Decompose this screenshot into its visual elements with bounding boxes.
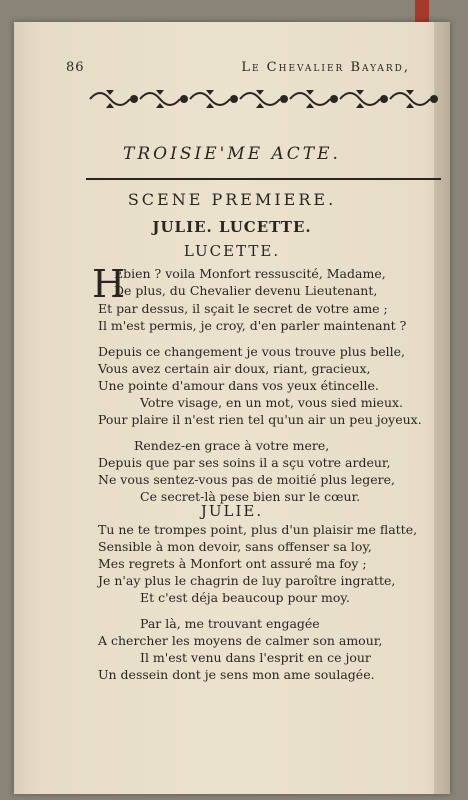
page-edge (434, 22, 450, 794)
speaker-julie: JULIE. (200, 502, 264, 520)
verse-line: Rendez-en grace à votre mere, (134, 438, 330, 453)
verse-line: Et par dessus, il sçait le secret de votre ame ; (98, 301, 388, 316)
verse-line: Je n'ay plus le chagrin de luy paroître ingratte, (98, 573, 396, 588)
verse-line: Un dessein dont je sens mon ame soulagée. (98, 667, 375, 682)
act-title: TROISIE'ME ACTE. (123, 144, 341, 164)
verse-line: Il m'est permis, je croy, d'en parler maintenant ? (98, 318, 407, 333)
verse-line: Une pointe d'amour dans vos yeux étincelle. (98, 378, 379, 393)
bookmark-tape (415, 0, 429, 22)
verse-line: Depuis ce changement je vous trouve plus belle, (98, 344, 405, 359)
verse-line: Depuis que par ses soins il a sçu votre ardeur, (98, 455, 391, 470)
verse-line: Pour plaire il n'est rien tel qu'un air un peu joyeux. (98, 412, 422, 427)
verse-line: Il m'est venu dans l'esprit en ce jour (140, 650, 371, 665)
verse-line: Ebien ? voila Monfort ressuscité, Madame, (114, 266, 386, 281)
verse-line: Ce secret-là pese bien sur le cœur. (140, 489, 361, 504)
verse-line: Sensible à mon devoir, sans offenser sa loy, (98, 539, 372, 554)
verse-line: Tu ne te trompes point, plus d'un plaisir me flatte, (98, 522, 418, 537)
verse-line: A chercher les moyens de calmer son amour, (98, 633, 383, 648)
verse-line: De plus, du Chevalier devenu Lieutenant, (114, 283, 378, 298)
verse-line: Votre visage, en un mot, vous sied mieux. (140, 395, 404, 410)
speaker-lucette: LUCETTE. (183, 242, 281, 260)
drop-cap: H (92, 262, 126, 306)
verse-line: Mes regrets à Monfort ont assuré ma foy ; (98, 556, 367, 571)
running-title: Le Chevalier Bayard, (241, 60, 410, 75)
page-header (66, 60, 410, 75)
scene-characters: JULIE. LUCETTE. (152, 218, 312, 236)
verse-line: Ne vous sentez-vous pas de moitié plus legere, (98, 472, 396, 487)
book-page (14, 22, 450, 794)
title-rule (86, 178, 441, 180)
page-number: 86 (66, 60, 85, 75)
ornament-band (86, 86, 446, 112)
verse-line: Vous avez certain air doux, riant, gracieux, (98, 361, 371, 376)
scene-title: SCENE PREMIERE. (127, 190, 337, 209)
verse-line: Et c'est déja beaucoup pour moy. (140, 590, 350, 605)
verse-line: Par là, me trouvant engagée (140, 616, 320, 631)
